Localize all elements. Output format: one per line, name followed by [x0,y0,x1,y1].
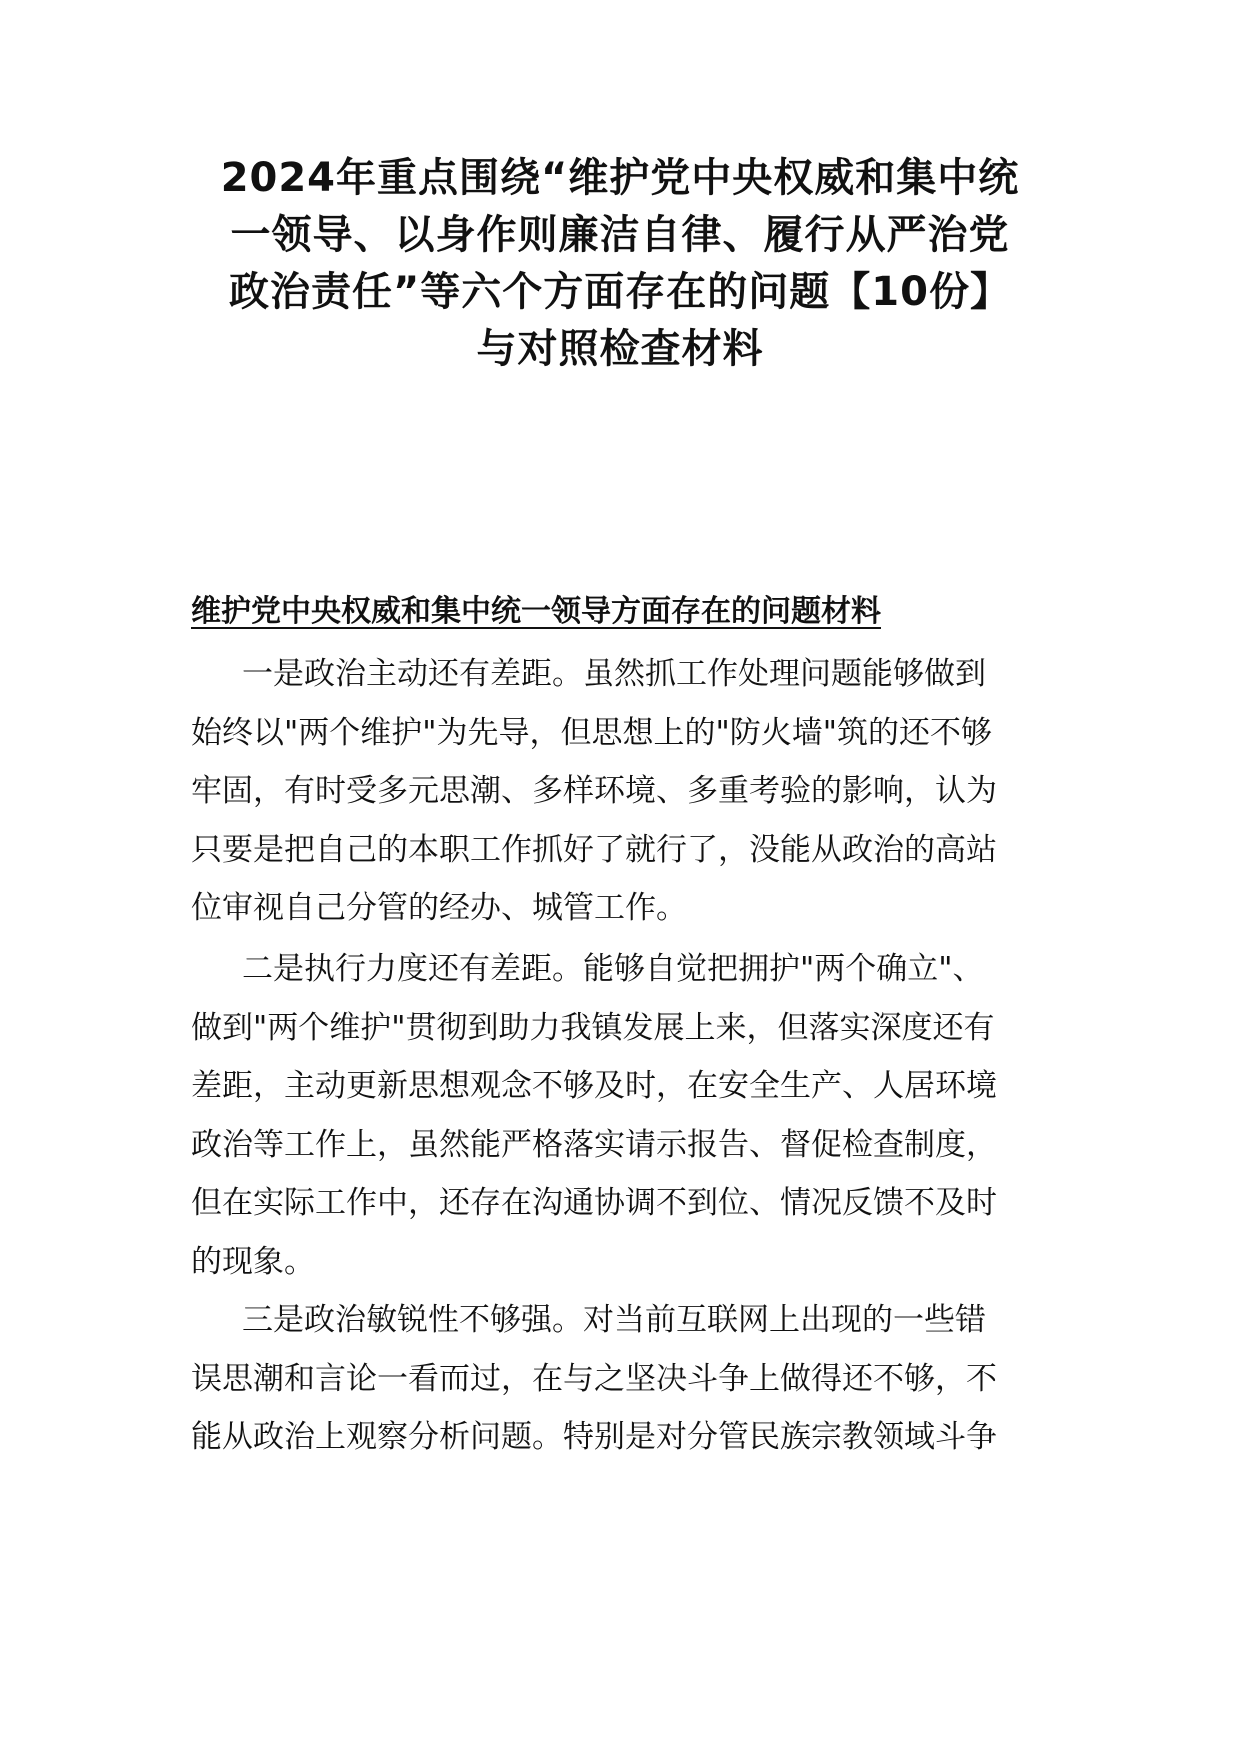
paragraph-line: 只要是把自己的本职工作抓好了就行了，没能从政治的高站 [191,831,997,868]
paragraph-line: 能从政治上观察分析问题。特别是对分管民族宗教领域斗争 [191,1419,997,1455]
paragraph-line: 二是执行力度还有差距。能够自觉把拥护"两个确立"、 [242,951,984,987]
title-line: 2024年重点围绕“维护党中央权威和集中统 [220,155,1020,201]
paragraph-2 [191,940,1071,1291]
paragraph-line: 始终以"两个维护"为先导，但思想上的"防火墙"筑的还不够 [191,714,993,751]
paragraph-line: 政治等工作上，虽然能严格落实请示报告、督促检查制度， [191,1126,997,1163]
paragraph-line: 做到"两个维护"贯彻到助力我镇发展上来，但落实深度还有 [191,1009,995,1046]
paragraph-line: 一是政治主动还有差距。虽然抓工作处理问题能够做到 [242,656,986,692]
paragraph-line: 三是政治敏锐性不够强。对当前互联网上出现的一些错 [242,1302,986,1338]
title-line: 与对照检查材料 [476,326,764,372]
paragraph-line: 差距，主动更新思想观念不够及时，在安全生产、人居环境 [191,1068,997,1104]
paragraph-line: 的现象。 [191,1243,315,1280]
title-line: 一领导、以身作则廉洁自律、履行从严治党 [230,212,1010,258]
document-title [150,150,1090,378]
paragraph-line: 牢固，有时受多元思潮、多样环境、多重考验的影响，认为 [191,773,997,809]
paragraph-1 [191,645,1071,938]
section-heading: 维护党中央权威和集中统一领导方面存在的问题材料 [191,594,881,629]
paragraph-3 [191,1291,1071,1467]
paragraph-line: 位审视自己分管的经办、城管工作。 [191,890,687,926]
title-line: 政治责任”等六个方面存在的问题【10份】 [229,269,1011,315]
paragraph-line: 误思潮和言论一看而过，在与之坚决斗争上做得还不够，不 [191,1360,997,1397]
paragraph-line: 但在实际工作中，还存在沟通协调不到位、情况反馈不及时 [191,1185,997,1221]
